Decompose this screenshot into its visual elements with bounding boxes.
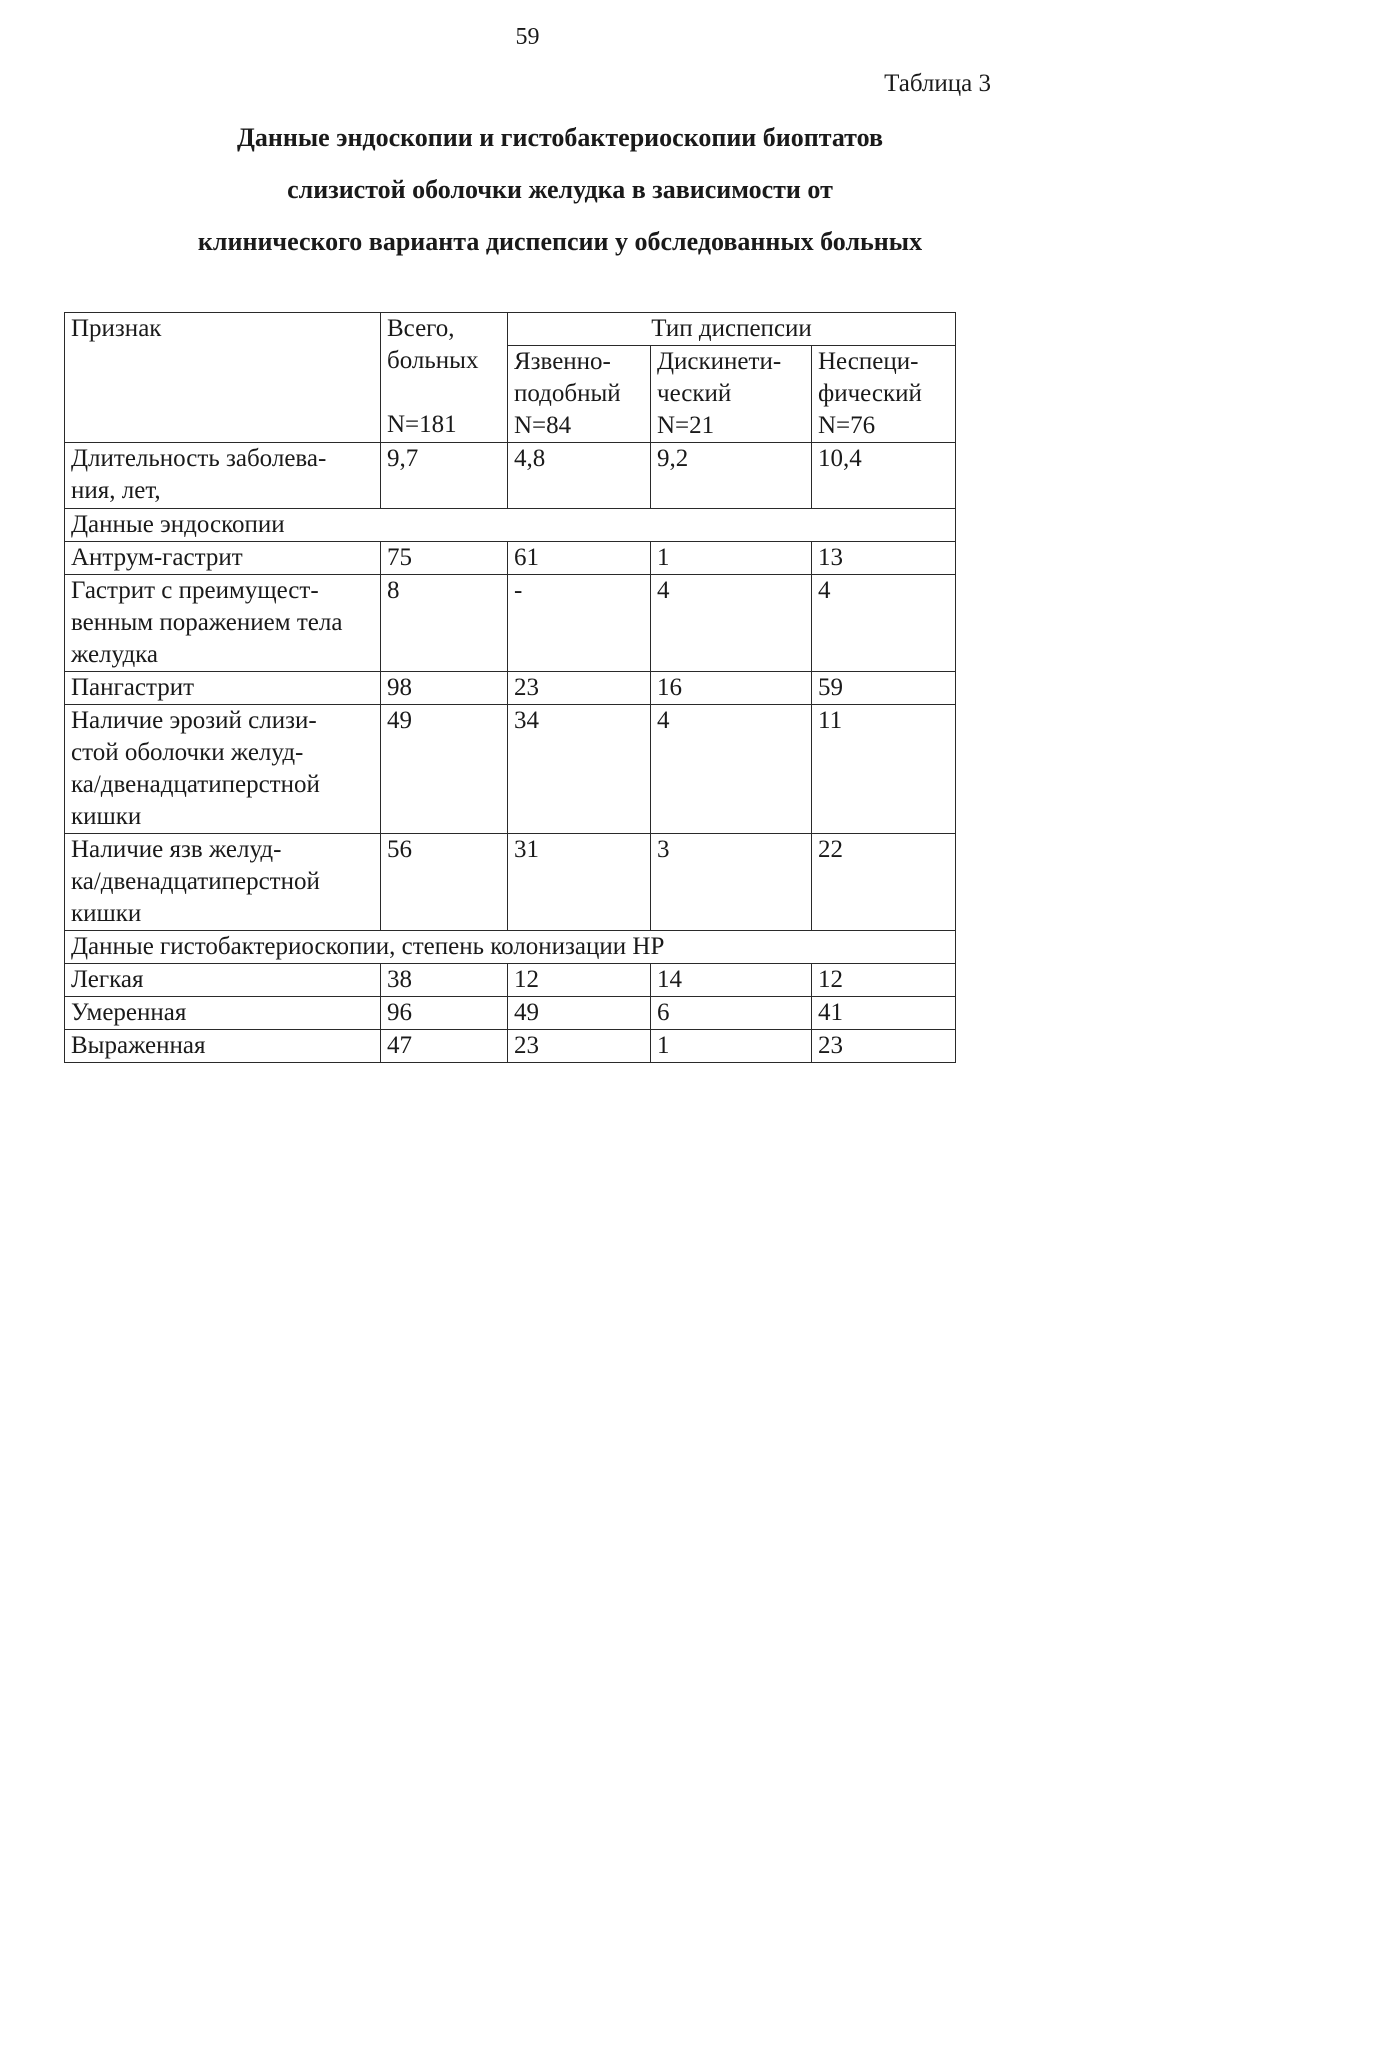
cell-value: 9,7 <box>381 443 508 509</box>
table-row <box>65 1030 956 1063</box>
header-type-n: N=84 <box>514 412 572 439</box>
row-label-line: Длительность заболева- <box>71 445 327 472</box>
header-type-line: фический <box>818 380 922 407</box>
cell-value: 6 <box>651 997 812 1030</box>
header-total-line: Всего, <box>387 315 455 342</box>
cell-value: 1 <box>651 542 812 575</box>
title-line: слизистой оболочки желудка в зависимости от <box>287 175 833 204</box>
page-number: 59 <box>515 24 540 50</box>
row-label <box>65 443 381 509</box>
header-type-line: Неспеци- <box>818 348 919 375</box>
header-total-spacer <box>387 377 501 409</box>
cell-value: 4 <box>651 705 812 834</box>
header-type-line: Дискинети- <box>657 348 782 375</box>
table-row <box>65 542 956 575</box>
row-label-line: Легкая <box>71 966 144 993</box>
row-label-line: ка/двенадцатиперстной <box>71 771 320 798</box>
cell-value: 11 <box>812 705 956 834</box>
table-row <box>65 834 956 931</box>
header-total <box>381 313 508 443</box>
cell-value: 47 <box>381 1030 508 1063</box>
histo-rows <box>65 964 956 1063</box>
cell-value: 34 <box>508 705 651 834</box>
header-type-line: подобный <box>514 380 621 407</box>
cell-value: - <box>508 575 651 672</box>
cell-value: 22 <box>812 834 956 931</box>
header-type-ulcer <box>508 346 651 443</box>
table-row <box>65 964 956 997</box>
table-row <box>65 672 956 705</box>
row-label-line: Наличие эрозий слизи- <box>71 707 317 734</box>
row-label <box>65 672 381 705</box>
cell-value: 14 <box>651 964 812 997</box>
table-title <box>0 112 1120 268</box>
row-label <box>65 964 381 997</box>
row-label-line: желудка <box>71 641 159 668</box>
cell-value: 23 <box>508 1030 651 1063</box>
cell-value: 23 <box>812 1030 956 1063</box>
row-label-line: кишки <box>71 900 142 927</box>
row-label-line: кишки <box>71 803 142 830</box>
cell-value: 9,2 <box>651 443 812 509</box>
cell-value: 8 <box>381 575 508 672</box>
header-group-title: Тип диспепсии <box>508 313 956 346</box>
row-label-line: ка/двенадцатиперстной <box>71 868 320 895</box>
header-total-line: больных <box>387 347 479 374</box>
table-row <box>65 997 956 1030</box>
section-row <box>65 931 956 964</box>
cell-value: 41 <box>812 997 956 1030</box>
row-label-line: Выраженная <box>71 1032 206 1059</box>
row-label <box>65 1030 381 1063</box>
header-type-line: ческий <box>657 380 732 407</box>
header-type-dyskinetic <box>651 346 812 443</box>
cell-value: 31 <box>508 834 651 931</box>
cell-value: 4,8 <box>508 443 651 509</box>
section-histo-title: Данные гистобактериоскопии, степень колонизации HP <box>65 931 956 964</box>
title-line: Данные эндоскопии и гистобактериоскопии биоптатов <box>237 123 883 152</box>
cell-value: 13 <box>812 542 956 575</box>
row-label-line: стой оболочки желуд- <box>71 739 304 766</box>
row-label-line: Гастрит с преимущест- <box>71 577 319 604</box>
cell-value: 3 <box>651 834 812 931</box>
title-line: клинического варианта диспепсии у обследованных больных <box>197 227 923 256</box>
row-label <box>65 542 381 575</box>
row-label-line: Пангастрит <box>71 674 195 701</box>
endoscopy-rows <box>65 542 956 931</box>
table-label: Таблица 3 <box>884 70 991 97</box>
cell-value: 12 <box>812 964 956 997</box>
cell-value: 49 <box>508 997 651 1030</box>
cell-value: 10,4 <box>812 443 956 509</box>
cell-value: 4 <box>651 575 812 672</box>
table-row <box>65 705 956 834</box>
section-endoscopy-title: Данные эндоскопии <box>65 509 956 542</box>
header-type-nonspecific <box>812 346 956 443</box>
cell-value: 96 <box>381 997 508 1030</box>
header-row <box>65 313 956 346</box>
row-label-line: Наличие язв желуд- <box>71 836 282 863</box>
cell-value: 23 <box>508 672 651 705</box>
table-row <box>65 575 956 672</box>
header-type-n: N=21 <box>657 412 715 439</box>
data-table <box>64 312 956 1063</box>
row-label-line: Умеренная <box>71 999 187 1026</box>
header-total-n: N=181 <box>387 411 457 438</box>
header-type-line: Язвенно- <box>514 348 611 375</box>
cell-value: 75 <box>381 542 508 575</box>
cell-value: 49 <box>381 705 508 834</box>
cell-value: 4 <box>812 575 956 672</box>
cell-value: 59 <box>812 672 956 705</box>
row-label-line: венным поражением тела <box>71 609 343 636</box>
cell-value: 56 <box>381 834 508 931</box>
row-label-line: Антрум-гастрит <box>71 544 243 571</box>
row-label <box>65 834 381 931</box>
cell-value: 1 <box>651 1030 812 1063</box>
cell-value: 12 <box>508 964 651 997</box>
table-row <box>65 443 956 509</box>
row-label <box>65 705 381 834</box>
cell-value: 38 <box>381 964 508 997</box>
cell-value: 61 <box>508 542 651 575</box>
row-label-line: ния, лет, <box>71 477 161 504</box>
cell-value: 16 <box>651 672 812 705</box>
row-label <box>65 997 381 1030</box>
section-row <box>65 509 956 542</box>
header-feature: Признак <box>65 313 381 443</box>
cell-value: 98 <box>381 672 508 705</box>
row-label <box>65 575 381 672</box>
header-type-n: N=76 <box>818 412 876 439</box>
